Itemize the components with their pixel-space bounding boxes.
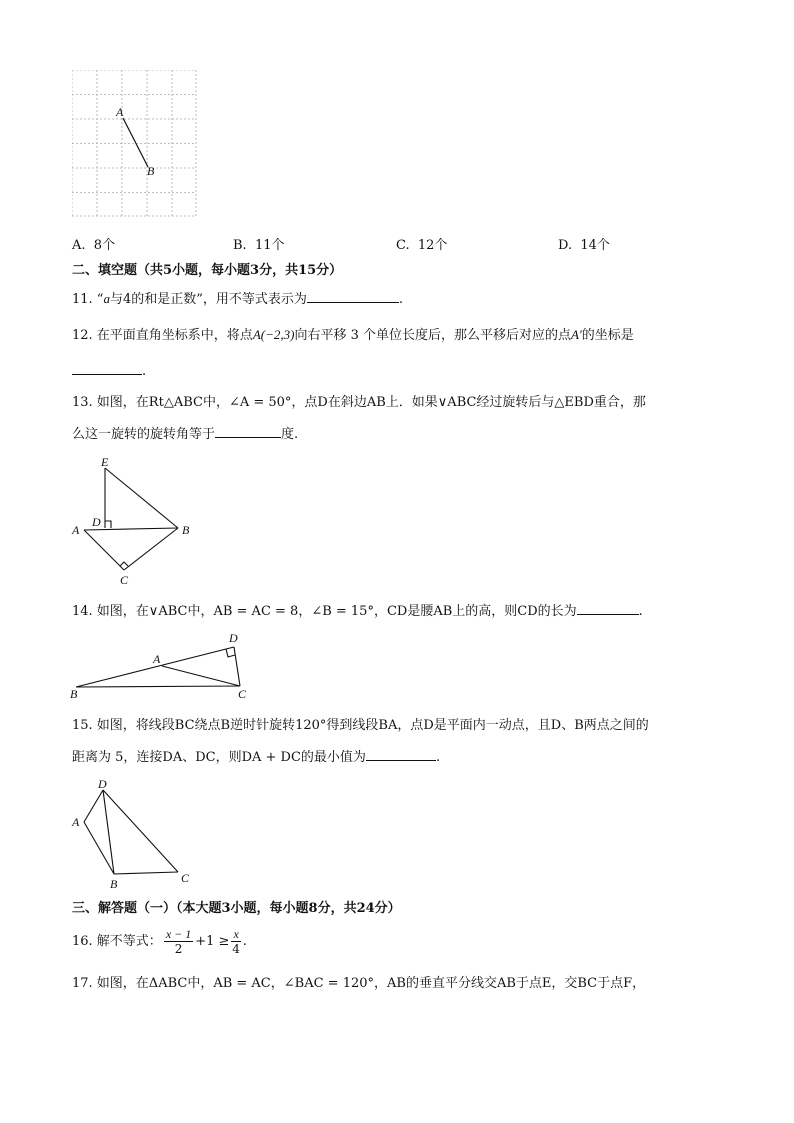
question-12-answer: .	[72, 362, 146, 381]
label-a: A	[116, 105, 124, 119]
question-13-line2: 么这一旋转的旋转角等于 度.	[72, 427, 299, 442]
question-13-line1: 13. 如图，在Rt△ABC中，∠A = 50°，点D在斜边AB上．如果∨ABC经过旋转后与△EBD重合，那	[72, 395, 646, 410]
label-c: C	[120, 573, 129, 587]
option-c: C. 12个	[396, 238, 448, 253]
label-b: B	[70, 687, 78, 701]
label-a: A	[72, 815, 80, 829]
label-e: E	[101, 455, 109, 469]
figure-14	[68, 630, 258, 702]
figure-15	[68, 776, 198, 892]
question-14: 14. 如图，在∨ABC中，AB = AC = 8，∠B = 15°，CD是腰AB上的高，则CD的长为 .	[72, 604, 643, 619]
figure-13	[68, 454, 198, 590]
question-15-line2: 距离为 5，连接DA、DC，则DA + DC的最小值为 .	[72, 750, 441, 765]
label-d: D	[98, 777, 107, 791]
segment-ab	[123, 118, 148, 167]
question-11: 11. “a与4的和是正数”，用不等式表示为 .	[72, 291, 404, 307]
label-b: B	[110, 877, 118, 891]
option-a: A. 8个	[72, 238, 116, 253]
label-d: D	[229, 631, 238, 645]
question-17: 17. 如图，在ΔABC中，AB = AC，∠BAC = 120°，AB的垂直平分线交AB于点E，交BC于点F，	[72, 976, 646, 991]
section2-title: 二、填空题（共5小题，每小题3分，共15分）	[72, 263, 343, 278]
question-12: 12. 在平面直角坐标系中，将点A(−2,3)向右平移 3 个单位长度后，那么平移后对应的点A′的坐标是	[72, 327, 634, 343]
label-a: A	[153, 652, 161, 666]
section3-title: 三、解答题（一）（本大题3小题，每小题8分，共24分）	[72, 901, 401, 916]
label-c: C	[181, 871, 190, 885]
label-b: B	[147, 164, 155, 178]
question-16: 16. 解不等式： $\frac{x - 1}{2}$ +1 ≥ $\frac{x}{4}$ .	[72, 927, 247, 956]
label-c: C	[238, 687, 247, 701]
option-d: D. 14个	[558, 238, 610, 253]
label-b: B	[182, 523, 190, 537]
question-15-line1: 15. 如图，将线段BC绕点B逆时针旋转120°得到线段BA，点D是平面内一动点，且D、B两点之间的	[72, 718, 649, 733]
fraction-2: $\frac{x}{4}$	[232, 927, 240, 956]
label-d: D	[92, 515, 101, 529]
grid-figure	[72, 70, 198, 218]
fraction-1: $\frac{x - 1}{2}$	[165, 927, 192, 956]
label-a: A	[72, 523, 80, 537]
option-b: B. 11个	[233, 238, 285, 253]
